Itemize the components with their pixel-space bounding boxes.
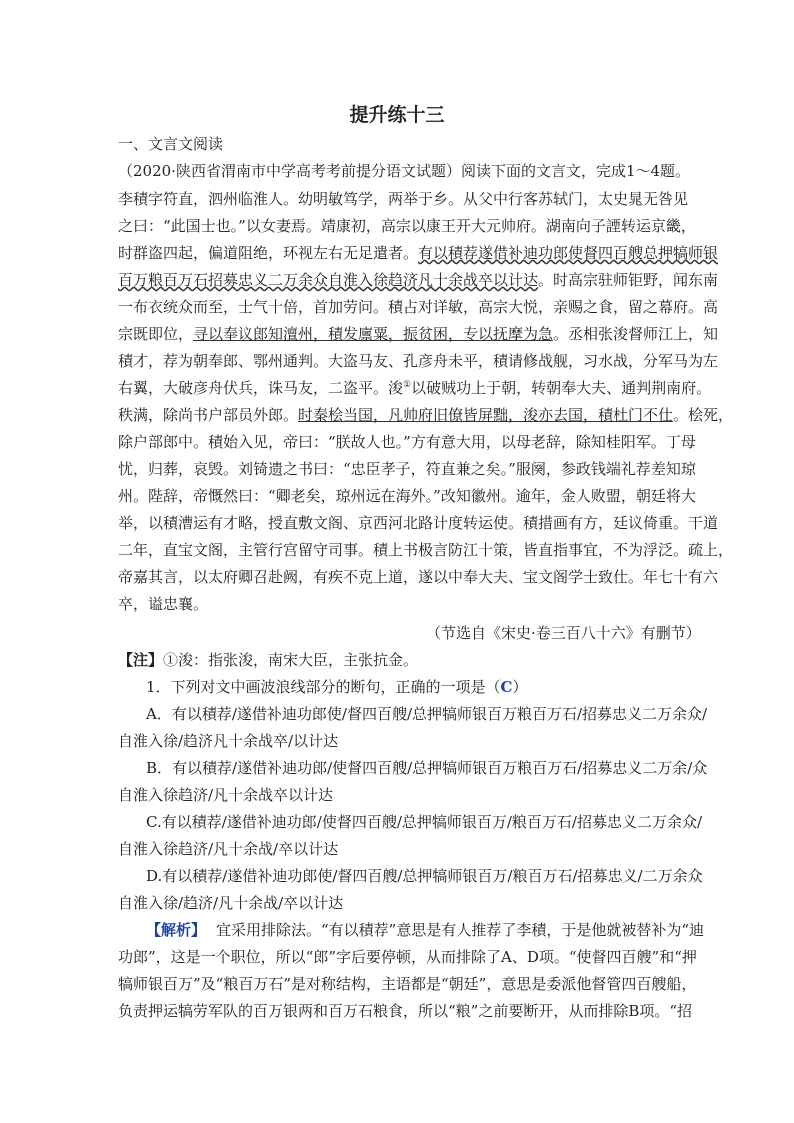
option-d-line: D.有以積荐/遂借补迪功郎使/督四百艘/总押犒师银百万/粮百万石/招募忠义/二万余众 <box>146 867 703 885</box>
passage-line: 二年，直宝文阁，主管行宫留守司事。積上书极言防江十策，皆直指事宜，不为浮泛。疏上， <box>118 541 734 559</box>
passage-text: 。丞相张浚督师江上，知 <box>553 325 719 343</box>
passage-line <box>118 244 718 262</box>
passage-line <box>118 406 733 424</box>
passage-line <box>118 325 718 343</box>
question-text: ） <box>512 678 528 696</box>
option-d-line: 自淮入徐/趋济/凡十余战/卒以计达 <box>118 894 344 912</box>
answer-choice: C <box>500 678 513 696</box>
underlined-text: 寻以奉议郎知澶州，積发廪粟，振贫困，专以抚摩为急 <box>193 325 554 343</box>
passage-text: 。时高宗驻师钜野，闻东南 <box>538 271 719 289</box>
passage-text: 。桧死， <box>673 406 734 424</box>
source-citation: （节选自《宋史·卷三百八十六》有删节） <box>426 624 701 642</box>
passage-text: 时群盗四起，偏道阻绝，环视左右无足遣者。 <box>118 244 419 262</box>
question-stem <box>146 678 528 696</box>
page-title: 提升练十三 <box>349 104 445 126</box>
intro-line: （2020·陕西省渭南市中学高考考前提分语文试题）阅读下面的文言文，完成1～4题。 <box>118 162 691 180</box>
analysis-line: 负责押运犒劳军队的百万银两和百万石粮食，所以“粮”之前要断开，从而排除B项。“招 <box>118 1002 693 1020</box>
passage-line <box>118 379 711 397</box>
passage-line: 帝嘉其言，以太府卿召赴阙，有疾不克上道，遂以中奉大夫、宝文阁学士致仕。年七十有六 <box>118 568 719 586</box>
option-c-line: 自淮入徐趋济/凡十余战/卒以计达 <box>118 840 339 858</box>
passage-line: 忧，归葬，哀毁。刘锜遗之书曰：“忠臣孝子，符直兼之矣。”服阕，参政钱端礼荐差知琼 <box>118 460 696 478</box>
passage-text: 右翼，大破彦舟伏兵，诛马友，二盗平。浚 <box>118 379 404 397</box>
underlined-text: 时秦桧当国，凡帅府旧僚皆屏黜，浚亦去国，積杜门不仕 <box>298 406 674 424</box>
note-text: ①浚：指张浚，南宋大臣，主张抗金。 <box>163 651 419 669</box>
analysis-label: 【解析】 <box>146 921 207 939</box>
analysis-line: 犒师银百万”及“粮百万石”是对称结构，主语都是“朝廷”，意思是委派他督管四百艘船， <box>118 975 697 993</box>
passage-text: 以破贼功上于朝，转朝奉大夫、通判荆南府。 <box>411 379 712 397</box>
passage-line: 一布衣统众而至，士气十倍，首加劳问。積占对详敏，高宗大悦，亲赐之食，留之幕府。高 <box>118 298 719 316</box>
analysis-line <box>146 921 704 939</box>
passage-line <box>118 271 718 289</box>
wavy-underlined-text: 有以積荐遂借补迪功郎使督四百艘总押犒师银 <box>418 244 719 262</box>
passage-text: 秩满，除尚书户部员外郎。 <box>118 406 299 424</box>
passage-line: 举，以積漕运有才略，授直敷文阁、京西河北路计度转运使。積措画有方，廷议倚重。干道 <box>118 514 719 532</box>
section-heading: 一、文言文阅读 <box>118 135 224 153</box>
passage-line: 卒，谥忠襄。 <box>118 595 209 613</box>
passage-line: 李積字符直，泗州临淮人。幼明敏笃学，两举于乡。从父中行客苏轼门，太史晁无咎见 <box>118 190 689 208</box>
passage-line: 除户部郎中。積始入见，帝曰：“朕故人也。”方有意大用，以母老辞，除知桂阳军。丁母 <box>118 433 696 451</box>
note-line <box>118 651 418 669</box>
question-text: 1．下列对文中画波浪线部分的断句，正确的一项是（ <box>146 678 501 696</box>
option-b-line: 自淮入徐趋济/凡十余战卒以计达 <box>118 786 334 804</box>
option-c-line: C.有以積荐/遂借补迪功郎/使督四百艘/总押犒师银百万/粮百万石/招募忠义二万余众/ <box>146 813 703 831</box>
passage-text: 宗既即位， <box>118 325 194 343</box>
analysis-text: 宜采用排除法。“有以積荐”意思是有人推荐了李積，于是他就被替补为“迪 <box>216 921 705 939</box>
option-a-line: A．有以積荐/遂借补迪功郎使/督四百艘/总押犒师银百万粮百万石/招募忠义二万余众/ <box>146 705 708 723</box>
analysis-line: 功郎”，这是一个职位，所以“郎”字后要停顿，从而排除了A、D项。“使督四百艘”和“押 <box>118 948 697 966</box>
option-b-line: B．有以積荐/遂借补迪功郎/使督四百艘/总押犒师银百万粮百万石/招募忠义二万余/众 <box>146 759 708 777</box>
option-a-line: 自淮入徐/趋济凡十余战卒/以计达 <box>118 732 339 750</box>
note-label: 【注】 <box>118 651 164 669</box>
passage-line: 之曰：“此国士也。”以女妻焉。靖康初，高宗以康王开大元帅府。湖南向子諲转运京畿， <box>118 217 696 235</box>
wavy-underlined-text: 百万粮百万石招募忠义二万余众自淮入徐趋济凡十余战卒以计达 <box>118 271 539 289</box>
passage-line: 積才，荐为朝奉郎、鄂州通判。大盗马友、孔彦舟未平，積请修战舰，习水战，分军马为左 <box>118 352 719 370</box>
passage-line: 州。陛辞，帝慨然曰：“卿老矣，琼州远在海外。”改知徽州。逾年，金人败盟，朝廷将大 <box>118 487 696 505</box>
footnote-marker: ① <box>403 380 412 390</box>
